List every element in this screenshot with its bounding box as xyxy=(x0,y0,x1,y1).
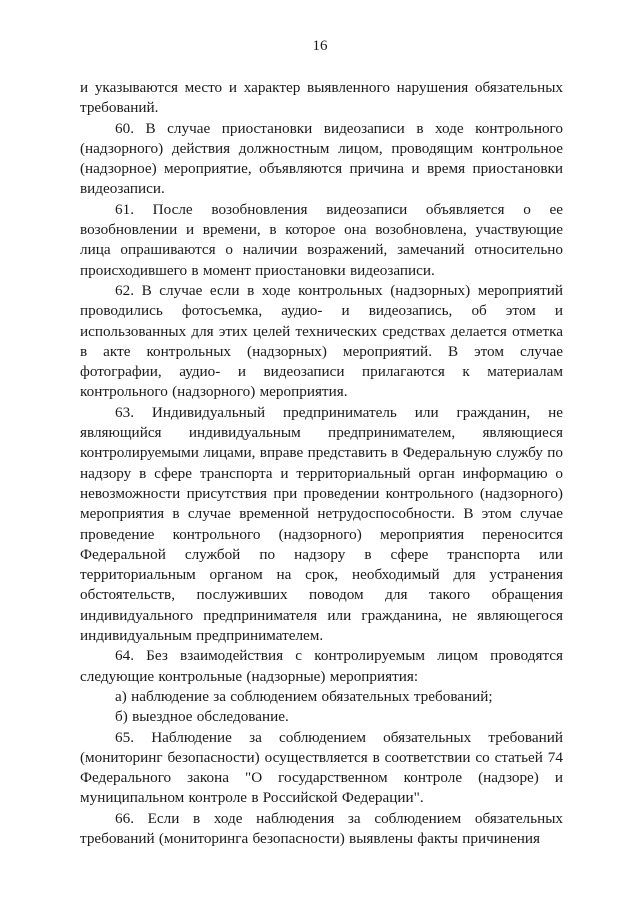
document-body xyxy=(80,78,563,849)
list-item-a: а) наблюдение за соблюдением обязательных требований; xyxy=(115,687,493,705)
paragraph-62: 62. В случае если в ходе контрольных (надзорных) мероприятий проводились фотосъемка, аудио- и видеозапись, об этом и использованных для этих целей технических средствах делается отметка в акте контрольных (надзорных) мероприятий. В этом случае фотографии, аудио- и видеозаписи прилагаются к материалам контрольного (надзорного) мероприятия. xyxy=(80,281,563,401)
page-number: 16 xyxy=(312,38,328,54)
paragraph-continuation: и указываются место и характер выявленного нарушения обязательных требований. xyxy=(80,79,563,117)
list-item-b: б) выездное обследование. xyxy=(115,708,289,726)
paragraph-64: 64. Без взаимодействия с контролируемым лицом проводятся следующие контрольные (надзорные) мероприятия: xyxy=(80,647,563,685)
paragraph-61: 61. После возобновления видеозаписи объявляется о ее возобновлении и времени, в которое она возобновлена, участвующие лица опрашиваются о наличии возражений, замечаний относительно происходившего в момент приостановки видеозаписи. xyxy=(80,200,563,279)
paragraph-60: 60. В случае приостановки видеозаписи в ходе контрольного (надзорного) действия должностным лицом, проводящим контрольное (надзорное) мероприятие, объявляются причина и время приостановки видеозаписи. xyxy=(80,119,563,198)
paragraph-63: 63. Индивидуальный предприниматель или гражданин, не являющийся индивидуальным предпринимателем, являющиеся контролируемыми лицами, вправе представить в Федеральную службу по надзору в сфере транспорта и территориальный орган информацию о невозможности присутствия при проведении контрольного (надзорного) мероприятия в случае временной нетрудоспособности. В этом случае проведение контрольного (надзорного) мероприятия переносится Федеральной службой по надзору в сфере транспорта или территориальным органом на срок, необходимый для устранения обстоятельств, послуживших поводом для такого обращения индивидуального предпринимателя или гражданина, не являющегося индивидуальным предпринимателем. xyxy=(80,403,563,645)
paragraph-66: 66. Если в ходе наблюдения за соблюдением обязательных требований (мониторинга безопасности) выявлены факты причинения xyxy=(80,809,563,847)
paragraph-65: 65. Наблюдение за соблюдением обязательных требований (мониторинг безопасности) осуществляется в соответствии со статьей 74 Федерального закона "О государственном контроле (надзоре) и муниципальном контроле в Российской Федерации". xyxy=(80,728,563,807)
